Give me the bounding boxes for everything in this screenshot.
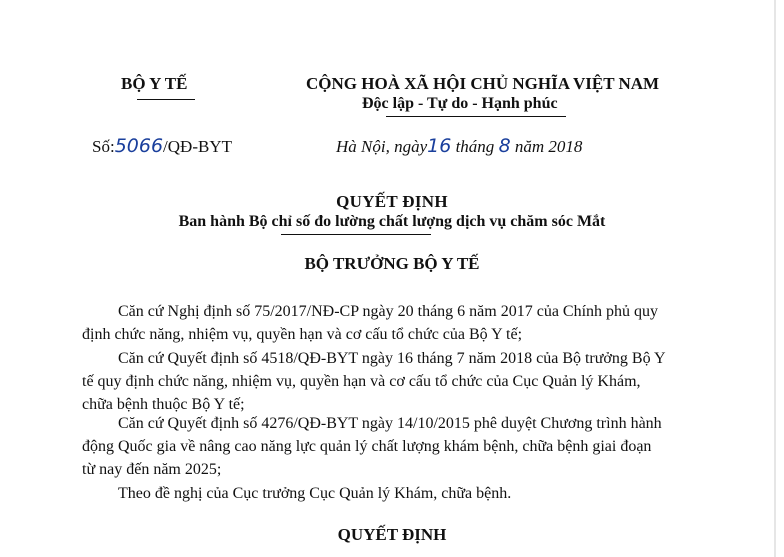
subtitle-underline [281, 234, 431, 235]
date-month-word: tháng [455, 137, 495, 156]
paragraph-line: Theo đề nghị của Cục trưởng Cục Quản lý Khám, chữa bệnh. [118, 485, 512, 502]
paragraph-line: Căn cứ Quyết định số 4276/QĐ-BYT ngày 14/10/2015 phê duyệt Chương trình hành [118, 415, 662, 432]
republic-title: CỘNG HOÀ XÃ HỘI CHỦ NGHĨA VIỆT NAM [306, 74, 660, 93]
document-number [92, 135, 232, 157]
decision-title: QUYẾT ĐỊNH [336, 192, 448, 211]
date-prefix: Hà Nội, ngày [336, 137, 428, 156]
paragraph-line: từ nay đến năm 2025; [82, 461, 222, 478]
ministry-name: BỘ Y TẾ [121, 74, 188, 93]
minister-heading: BỘ TRƯỞNG BỘ Y TẾ [304, 254, 480, 273]
date-line [336, 135, 582, 157]
paragraph-proposal [82, 482, 704, 505]
date-year: năm 2018 [514, 137, 583, 156]
paragraph-line: Căn cứ Quyết định số 4518/QĐ-BYT ngày 16 tháng 7 năm 2018 của Bộ trưởng Bộ Y [118, 350, 666, 367]
paragraph-line: chữa bệnh thuộc Bộ Y tế; [82, 396, 245, 413]
handwritten-number: 5066 [114, 135, 164, 157]
decision-subtitle: Ban hành Bộ chỉ số đo lường chất lượng dịch vụ chăm sóc Mắt [178, 213, 606, 230]
paragraph-line: tế quy định chức năng, nhiệm vụ, quyền hạn và cơ cấu tổ chức của Cục Quản lý Khám, [82, 373, 641, 390]
paragraph-line: Căn cứ Nghị định số 75/2017/NĐ-CP ngày 20 tháng 6 năm 2017 của Chính phủ quy [118, 303, 659, 320]
ministry-underline [137, 99, 195, 100]
paragraph-line: động Quốc gia về nâng cao năng lực quản lý chất lượng khám bệnh, chữa bệnh giai đoạn [82, 438, 652, 455]
number-suffix: /QĐ-BYT [163, 137, 232, 156]
scan-edge [774, 0, 776, 557]
paragraph-line: định chức năng, nhiệm vụ, quyền hạn và cơ cấu tổ chức của Bộ Y tế; [82, 326, 523, 343]
paragraph-decision-4518 [82, 347, 704, 416]
national-motto: Độc lập - Tự do - Hạnh phúc [362, 95, 558, 112]
paragraph-decision-4276 [82, 412, 704, 481]
paragraph-decree-75 [82, 300, 704, 346]
decision-heading-bottom: QUYẾT ĐỊNH [337, 525, 447, 544]
handwritten-day: 16 [427, 135, 452, 157]
handwritten-month: 8 [498, 135, 511, 157]
number-prefix: Số: [92, 137, 115, 156]
motto-underline [386, 116, 566, 117]
